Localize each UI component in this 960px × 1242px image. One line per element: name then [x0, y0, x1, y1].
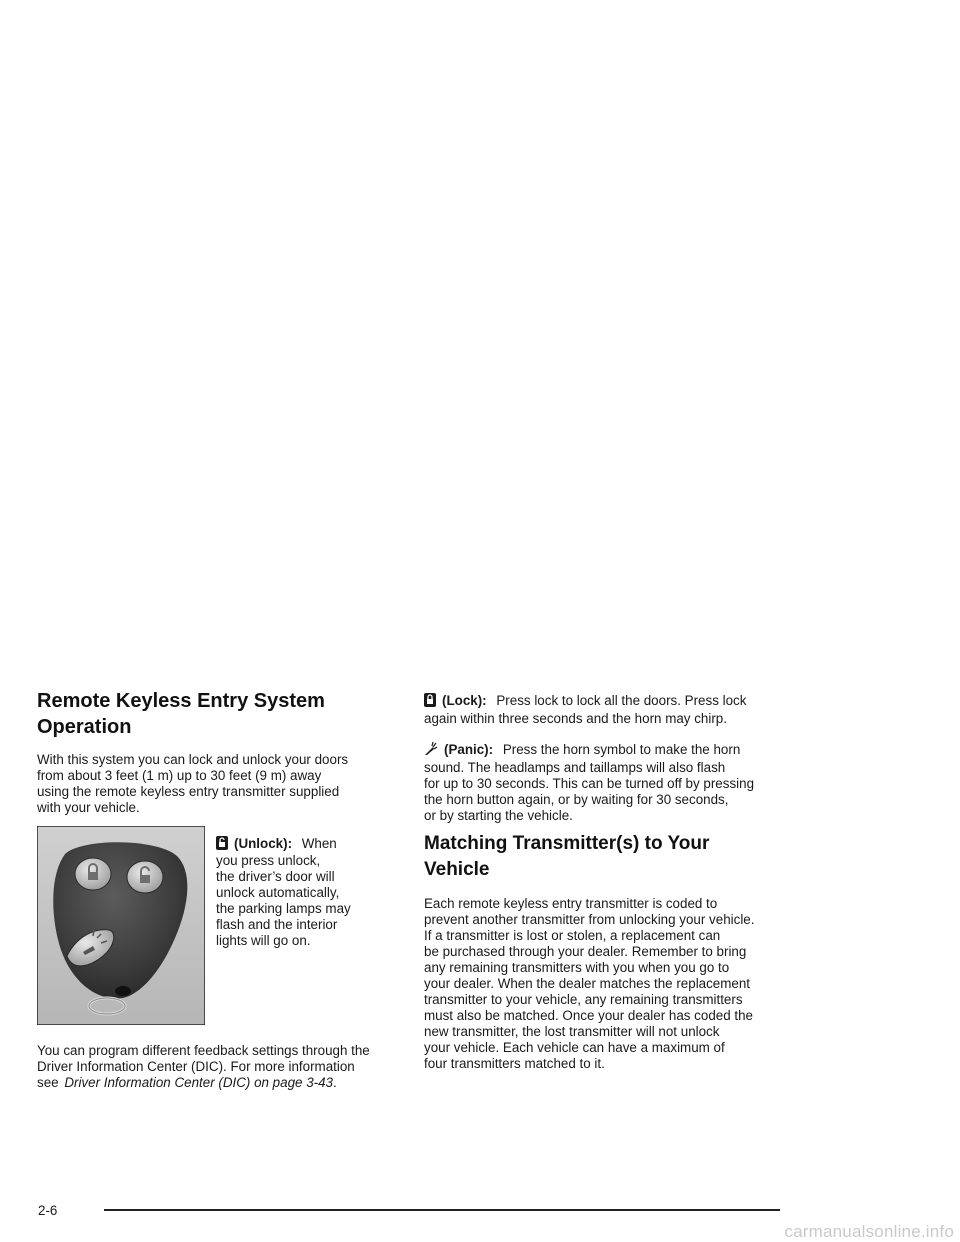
intro-line: with your vehicle. — [37, 800, 140, 815]
intro-line: from about 3 feet (1 m) up to 30 feet (9 m) away — [37, 768, 322, 783]
matching-line: any remaining transmitters with you when you go to — [424, 960, 730, 975]
program-line: Driver Information Center (DIC). For more information — [37, 1059, 355, 1074]
key-fob-photo — [37, 826, 205, 1025]
heading-line: Operation — [37, 716, 132, 738]
panic-label: (Panic): — [444, 742, 494, 757]
heading-line: Remote Keyless Entry System — [37, 690, 325, 712]
unlock-line: flash and the interior — [216, 917, 338, 932]
heading-line: Vehicle — [424, 859, 490, 880]
panic-line: for up to 30 seconds. This can be turned off by pressing — [424, 776, 755, 791]
unlock-first-line — [216, 836, 337, 854]
see-reference-line — [37, 1075, 337, 1091]
panic-line: sound. The headlamps and taillamps will also flash — [424, 760, 726, 775]
matching-line: prevent another transmitter from unlocking your vehicle. — [424, 912, 755, 927]
matching-line: four transmitters matched to it. — [424, 1056, 605, 1071]
page-number: 2-6 — [38, 1203, 58, 1218]
unlock-icon — [216, 836, 228, 854]
panic-line: the horn button again, or by waiting for 30 seconds, — [424, 792, 729, 807]
matching-line: Each remote keyless entry transmitter is coded to — [424, 896, 718, 911]
lock-label: (Lock): — [442, 693, 487, 708]
unlock-first-text: When — [301, 836, 337, 851]
panic-first-text: Press the horn symbol to make the horn — [502, 742, 741, 757]
dic-page-link[interactable]: Driver Information Center (DIC) on page 3-43 — [64, 1075, 333, 1090]
lock-icon — [424, 693, 436, 711]
matching-line: must also be matched. Once your dealer has coded the — [424, 1008, 754, 1023]
intro-line: using the remote keyless entry transmitter supplied — [37, 784, 340, 799]
section-heading-matching — [424, 831, 709, 883]
lock-line: again within three seconds and the horn may chirp. — [424, 711, 727, 726]
unlock-label: (Unlock): — [234, 836, 293, 851]
footer-rule — [104, 1209, 780, 1211]
matching-line: your dealer. When the dealer matches the replacement — [424, 976, 751, 991]
matching-line: If a transmitter is lost or stolen, a replacement can — [424, 928, 721, 943]
unlock-line: the driver’s door will — [216, 869, 335, 884]
see-suffix: . — [333, 1075, 337, 1090]
horn-icon — [424, 742, 438, 760]
unlock-line: you press unlock, — [216, 853, 321, 868]
intro-line: With this system you can lock and unlock your doors — [37, 752, 349, 767]
lock-first-text: Press lock to lock all the doors. Press lock — [496, 693, 747, 708]
matching-line: be purchased through your dealer. Remember to bring — [424, 944, 747, 959]
heading-line: Matching Transmitter(s) to Your — [424, 833, 710, 854]
unlock-line: unlock automatically, — [216, 885, 340, 900]
program-line: You can program different feedback settings through the — [37, 1043, 370, 1058]
see-prefix: see — [37, 1075, 59, 1090]
matching-line: new transmitter, the lost transmitter will not unlock — [424, 1024, 720, 1039]
matching-line: your vehicle. Each vehicle can have a maximum of — [424, 1040, 725, 1055]
unlock-line: the parking lamps may — [216, 901, 351, 916]
section-heading-remote-keyless — [37, 688, 325, 740]
panic-line: or by starting the vehicle. — [424, 808, 573, 823]
site-watermark: carmanualsonline.info — [784, 1222, 954, 1241]
unlock-line: lights will go on. — [216, 933, 311, 948]
matching-line: transmitter to your vehicle, any remaining transmitters — [424, 992, 743, 1007]
panic-first-line — [424, 742, 740, 760]
lock-first-line — [424, 693, 746, 711]
